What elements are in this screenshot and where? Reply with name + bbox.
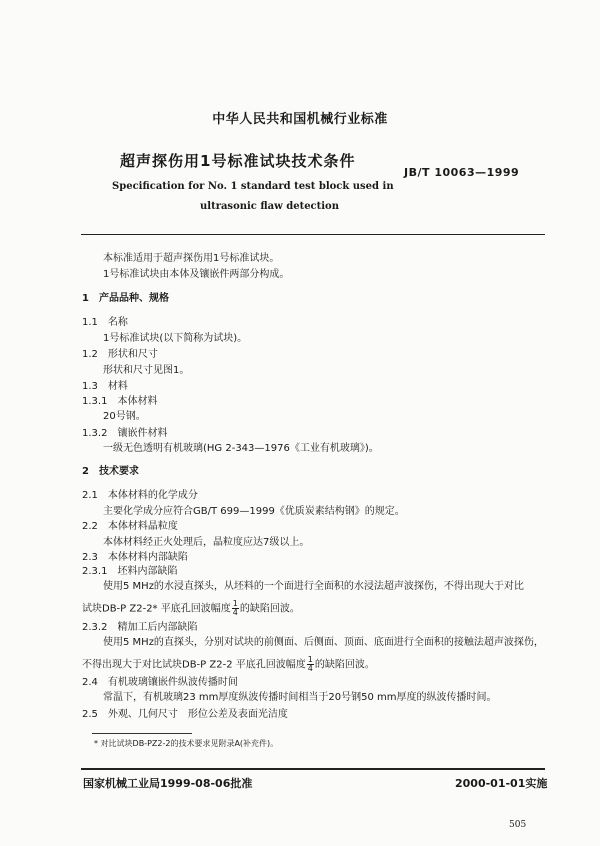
- standard-code: JB/T 10063—1999: [404, 166, 520, 179]
- section-2-2-heading: 2.2 本体材料晶粒度: [82, 521, 178, 532]
- section-1-3-2-heading: 1.3.2 镶嵌件材料: [82, 428, 168, 439]
- section-1-3-1-text: 20号钢。: [103, 411, 146, 422]
- section-2-3-1-heading: 2.3.1 坯料内部缺陷: [82, 566, 178, 577]
- section-1-1-text: 1号标准试块(以下简称为试块)。: [103, 333, 248, 344]
- section-1-2-text: 形状和尺寸见图1。: [103, 365, 190, 376]
- section-2-3-2-text-line2: [82, 656, 375, 673]
- section-2-4-heading: 2.4 有机玻璃镶嵌件纵波传播时间: [82, 677, 238, 688]
- section-2-1-text: 主要化学成分应符合GB/T 699—1999《优质炭素结构钢》的规定。: [103, 506, 405, 517]
- section-2-3-1-text-line2: [82, 600, 300, 617]
- section-2-heading: 2 技术要求: [82, 466, 139, 477]
- section-2-5-heading: 2.5 外观、几何尺寸 形位公差及表面光洁度: [82, 709, 288, 720]
- footnote: * 对比试块DB-PZ2-2的技术要求见附录A(补充件)。: [94, 739, 279, 748]
- section-2-2-text: 本体材料经正火处理后，晶粒度应达7级以上。: [103, 537, 310, 548]
- section-2-3-2-text-line1: 使用5 MHz的直探头，分别对试块的前侧面、后侧面、顶面、底面进行全面积的接触法超声波探伤，: [103, 637, 544, 648]
- footnote-divider: [92, 733, 192, 734]
- section-2-3-1-text-line1: 使用5 MHz的水浸直探头，从坯料的一个面进行全面积的水浸法超声波探伤，不得出现大于对比: [103, 581, 524, 592]
- fraction-denominator: 4: [232, 608, 238, 617]
- footer-divider: [81, 768, 545, 770]
- intro-line-1: 本标准适用于超声探伤用1号标准试块。: [103, 253, 280, 264]
- document-title-zh: 超声探伤用1号标准试块技术条件: [120, 152, 356, 170]
- intro-line-2: 1号标准试块由本体及镶嵌件两部分构成。: [103, 269, 290, 280]
- section-2-3-2-text-line2-start: 不得出现大于对比试块DB-P Z2-2 平底孔回波幅度: [82, 659, 306, 671]
- document-title-en-line2: ultrasonic flaw detection: [200, 201, 339, 212]
- section-2-3-2-text-line2-end: 的缺陷回波。: [314, 659, 375, 671]
- standard-org-heading: 中华人民共和国机械行业标准: [212, 112, 388, 127]
- header-divider: [81, 234, 545, 235]
- fraction-one-quarter: [307, 656, 314, 673]
- section-2-1-heading: 2.1 本体材料的化学成分: [82, 490, 198, 501]
- section-2-3-2-heading: 2.3.2 精加工后内部缺陷: [82, 622, 198, 633]
- fraction-denominator: 4: [307, 664, 313, 673]
- section-1-heading: 1 产品品种、规格: [82, 293, 169, 304]
- section-1-3-2-text: 一级无色透明有机玻璃(HG 2-343—1976《工业有机玻璃》)。: [103, 443, 379, 454]
- section-1-2-heading: 1.2 形状和尺寸: [82, 349, 158, 360]
- implementation-date: 2000-01-01实施: [455, 777, 548, 790]
- page-number: 505: [509, 820, 527, 830]
- section-1-1-heading: 1.1 名称: [82, 317, 128, 328]
- section-1-3-heading: 1.3 材料: [82, 381, 128, 392]
- section-2-4-text: 常温下，有机玻璃23 mm厚度纵波传播时间相当于20号钢50 mm厚度的纵波传播时间。: [103, 692, 497, 703]
- approval-line: 国家机械工业局1999-08-06批准: [83, 777, 253, 790]
- fraction-numerator: 1: [232, 599, 238, 608]
- fraction-one-quarter: [232, 600, 239, 617]
- document-title-en-line1: Specification for No. 1 standard test block used in: [112, 181, 394, 192]
- section-2-3-1-text-line2-start: 试块DB-P Z2-2* 平底孔回波幅度: [82, 603, 231, 615]
- section-2-3-1-text-line2-end: 的缺陷回波。: [239, 603, 300, 615]
- section-2-3-heading: 2.3 本体材料内部缺陷: [82, 552, 188, 563]
- fraction-numerator: 1: [307, 655, 313, 664]
- section-1-3-1-heading: 1.3.1 本体材料: [82, 396, 158, 407]
